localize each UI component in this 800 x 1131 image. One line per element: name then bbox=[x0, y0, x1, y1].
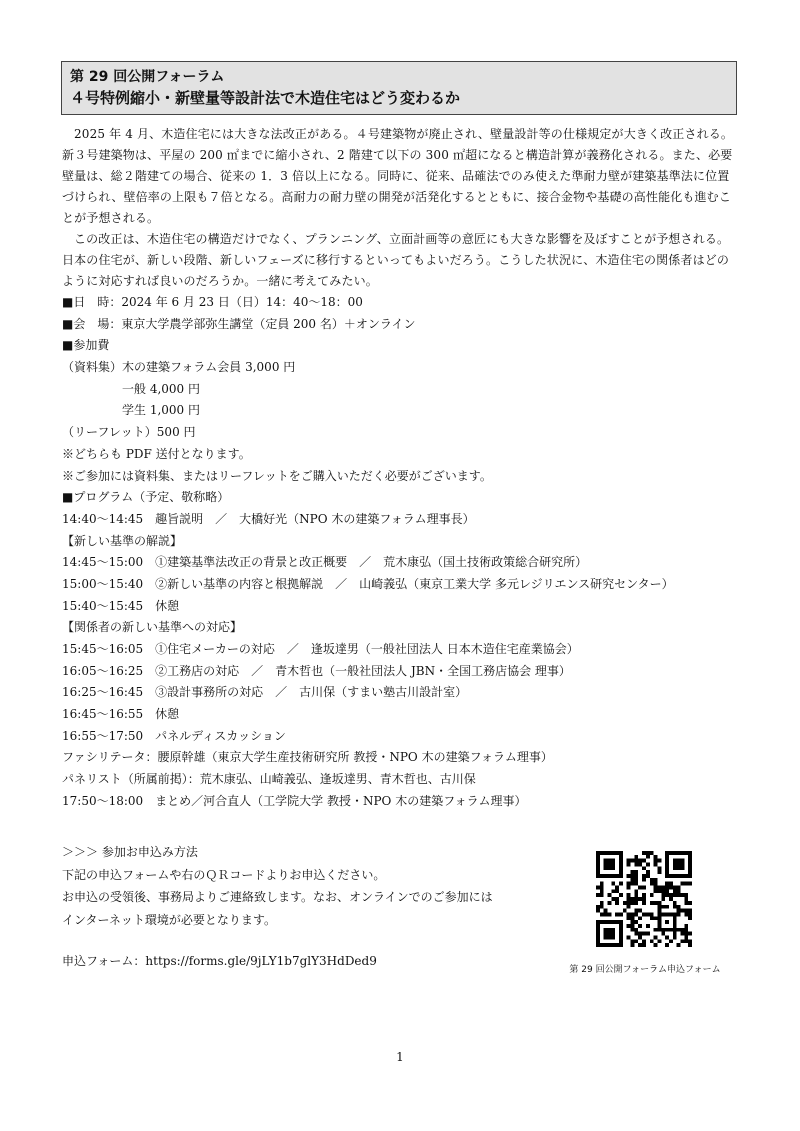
fee-leaflet: （リーフレット）500 円 bbox=[62, 425, 196, 440]
application-text: 下記の申込フォームや右のＱＲコードよりお申込ください。 bbox=[62, 867, 386, 882]
program-line: パネリスト（所属前掲）：荒木康弘、山崎義弘、逢坂達男、青木哲也、古川保 bbox=[62, 772, 476, 787]
fee-heading: ■参加費 bbox=[62, 338, 110, 353]
intro-paragraph-1: 2025 年 4 月、木造住宅には大きな法改正がある。４号建築物が廃止され、壁量設計等の仕様規定が大きく改正される。新３号建築物は、平屋の 200 ㎡までに縮小され、2 階建て以下の 300 ㎡超になると構造計算が義務化される。また、必要壁量は、総２階建ての場合、従来の 1．3 倍以上になる。同時に、従来、品確法でのみ使えた準耐力壁が建築基準法に位置づけられ、壁倍率の上限も７倍となる。高耐力の耐力壁の開発が活発化するとともに、接合金物や基礎の高性能化も進むことが予想される。 bbox=[62, 127, 734, 225]
forum-title: ４号特例縮小・新壁量等設計法で木造住宅はどう変わるか bbox=[70, 89, 461, 107]
body-text bbox=[62, 124, 740, 813]
application-heading: ＞＞＞ 参加お申込み方法 bbox=[62, 845, 198, 859]
page-number: 1 bbox=[396, 1050, 404, 1064]
program-line: 16:05～16:25 ②工務店の対応 ／ 青木哲也（一般社団法人 JBN・全国工務店協会 理事） bbox=[62, 663, 571, 678]
title-box bbox=[61, 61, 737, 115]
application-text: お申込の受領後、事務局よりご連絡致します。なお、オンラインでのご参加には bbox=[62, 890, 493, 904]
program-line: 14:45～15:00 ①建築基準法改正の背景と改正概要 ／ 荒木康弘（国土技術政策総合研究所） bbox=[62, 555, 588, 570]
note-pdf: ※どちらも PDF 送付となります。 bbox=[62, 446, 251, 461]
program-line: 15:45～16:05 ①住宅メーカーの対応 ／ 逢坂達男（一般社団法人 日本木造住宅産業協会） bbox=[62, 642, 579, 656]
program-line: 16:25～16:45 ③設計事務所の対応 ／ 古川保（すまい塾古川設計室） bbox=[62, 685, 468, 700]
forum-number: 第 29 回公開フォーラム bbox=[70, 69, 225, 85]
fee-general: 一般 4,000 円 bbox=[122, 381, 200, 396]
note-purchase: ※ご参加には資料集、またはリーフレットをご購入いただく必要がございます。 bbox=[62, 468, 492, 483]
program-section: 【関係者の新しい基準への対応】 bbox=[62, 620, 243, 635]
fee-member: （資料集）木の建築フォラム会員 3,000 円 bbox=[62, 360, 296, 375]
program-line: 15:40～15:45 休憩 bbox=[62, 598, 180, 613]
event-venue: ■会 場：東京大学農学部弥生講堂（定員 200 名）＋オンライン bbox=[62, 316, 416, 331]
qr-caption: 第 29 回公開フォーラム申込フォーム bbox=[569, 965, 721, 975]
application-form-link[interactable]: 申込フォーム：https://forms.gle/9jLY1b7glY3HdDed9 bbox=[62, 954, 377, 968]
application-section bbox=[62, 841, 562, 931]
qr-code[interactable] bbox=[596, 851, 692, 947]
program-section: 【新しい基準の解説】 bbox=[62, 533, 183, 548]
program-line: 16:45～16:55 休憩 bbox=[62, 707, 180, 722]
program-line: 17:50～18:00 まとめ／河合直人（工学院大学 教授・NPO 木の建築フォラム理事） bbox=[62, 793, 527, 808]
application-text: インターネット環境が必要となります。 bbox=[62, 912, 276, 927]
program-line: 16:55～17:50 パネルディスカッション bbox=[62, 728, 286, 743]
program-line: ファシリテータ：腰原幹雄（東京大学生産技術研究所 教授・NPO 木の建築フォラム理事） bbox=[62, 750, 553, 765]
intro-paragraph-2: この改正は、木造住宅の構造だけでなく、プランニング、立面計画等の意匠にも大きな影響を及ぼすことが予想される。日本の住宅が、新しい段階、新しいフェーズに移行するといってもよいだろう。こうした状況に、木造住宅の関係者はどのように対応すれば良いのだろうか。一緒に考えてみたい。 bbox=[62, 232, 730, 288]
program-line: 15:00～15:40 ②新しい基準の内容と根拠解説 ／ 山崎義弘（東京工業大学 多元レジリエンス研究センター） bbox=[62, 576, 674, 591]
fee-student: 学生 1,000 円 bbox=[122, 403, 200, 418]
program-line: 14:40～14:45 趣旨説明 ／ 大橋好光（NPO 木の建築フォラム理事長） bbox=[62, 511, 475, 526]
program-heading: ■プログラム（予定、敬称略） bbox=[62, 490, 230, 505]
event-date: ■日 時：2024 年 6 月 23 日（日）14：40～18：00 bbox=[62, 295, 363, 309]
